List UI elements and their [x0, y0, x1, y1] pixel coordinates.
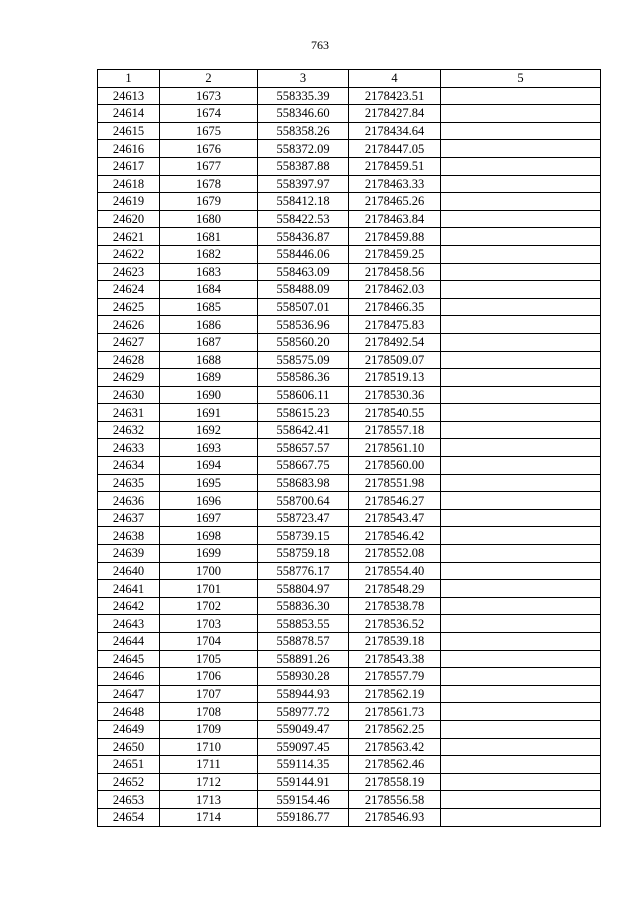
coordinates-table — [97, 69, 601, 827]
table-row — [98, 650, 601, 668]
table-cell-col-4: 2178459.51 — [349, 157, 441, 175]
column-header-2: 2 — [160, 70, 258, 88]
table-cell-col-3: 558372.09 — [258, 140, 349, 158]
table-cell-col-1: 24651 — [98, 756, 160, 774]
table-cell-col-4: 2178463.33 — [349, 175, 441, 193]
table-cell-col-5 — [441, 562, 601, 580]
table-cell-col-4: 2178466.35 — [349, 298, 441, 316]
table-row — [98, 87, 601, 105]
table-cell-col-3: 558422.53 — [258, 210, 349, 228]
table-row — [98, 773, 601, 791]
table-cell-col-2: 1684 — [160, 281, 258, 299]
table-cell-col-3: 558683.98 — [258, 474, 349, 492]
table-cell-col-5 — [441, 228, 601, 246]
table-body — [98, 87, 601, 826]
table-cell-col-5 — [441, 333, 601, 351]
table-cell-col-4: 2178462.03 — [349, 281, 441, 299]
table-cell-col-2: 1699 — [160, 545, 258, 563]
table-cell-col-2: 1681 — [160, 228, 258, 246]
table-cell-col-1: 24631 — [98, 404, 160, 422]
table-cell-col-3: 559154.46 — [258, 791, 349, 809]
table-row — [98, 756, 601, 774]
table-row — [98, 668, 601, 686]
table-cell-col-3: 558586.36 — [258, 369, 349, 387]
table-cell-col-4: 2178543.38 — [349, 650, 441, 668]
table-cell-col-3: 558358.26 — [258, 122, 349, 140]
table-cell-col-3: 558836.30 — [258, 597, 349, 615]
column-header-5: 5 — [441, 70, 601, 88]
table-cell-col-5 — [441, 808, 601, 826]
table-row — [98, 474, 601, 492]
table-cell-col-2: 1697 — [160, 509, 258, 527]
table-cell-col-5 — [441, 615, 601, 633]
table-cell-col-4: 2178562.25 — [349, 720, 441, 738]
table-cell-col-1: 24632 — [98, 421, 160, 439]
table-row — [98, 369, 601, 387]
table-cell-col-2: 1712 — [160, 773, 258, 791]
table-cell-col-2: 1686 — [160, 316, 258, 334]
table-cell-col-5 — [441, 122, 601, 140]
table-cell-col-5 — [441, 193, 601, 211]
table-row — [98, 263, 601, 281]
table-cell-col-5 — [441, 298, 601, 316]
table-row — [98, 175, 601, 193]
table-cell-col-1: 24614 — [98, 105, 160, 123]
table-cell-col-3: 558488.09 — [258, 281, 349, 299]
table-cell-col-1: 24652 — [98, 773, 160, 791]
table-row — [98, 122, 601, 140]
table-cell-col-1: 24625 — [98, 298, 160, 316]
table-cell-col-2: 1688 — [160, 351, 258, 369]
table-cell-col-2: 1711 — [160, 756, 258, 774]
table-cell-col-1: 24649 — [98, 720, 160, 738]
table-cell-col-4: 2178557.18 — [349, 421, 441, 439]
table-cell-col-2: 1676 — [160, 140, 258, 158]
table-cell-col-4: 2178458.56 — [349, 263, 441, 281]
table-cell-col-4: 2178447.05 — [349, 140, 441, 158]
table-cell-col-5 — [441, 527, 601, 545]
table-cell-col-3: 559049.47 — [258, 720, 349, 738]
table-cell-col-3: 558412.18 — [258, 193, 349, 211]
table-cell-col-4: 2178562.46 — [349, 756, 441, 774]
table-cell-col-5 — [441, 175, 601, 193]
table-cell-col-3: 558615.23 — [258, 404, 349, 422]
table-cell-col-1: 24616 — [98, 140, 160, 158]
table-cell-col-4: 2178536.52 — [349, 615, 441, 633]
table-cell-col-1: 24630 — [98, 386, 160, 404]
table-row — [98, 492, 601, 510]
table-cell-col-1: 24629 — [98, 369, 160, 387]
table-cell-col-5 — [441, 668, 601, 686]
table-cell-col-3: 558606.11 — [258, 386, 349, 404]
table-row — [98, 509, 601, 527]
table-cell-col-3: 558930.28 — [258, 668, 349, 686]
table-row — [98, 298, 601, 316]
table-cell-col-2: 1700 — [160, 562, 258, 580]
table-cell-col-4: 2178557.79 — [349, 668, 441, 686]
table-cell-col-5 — [441, 105, 601, 123]
table-cell-col-5 — [441, 492, 601, 510]
table-cell-col-2: 1692 — [160, 421, 258, 439]
table-cell-col-4: 2178548.29 — [349, 580, 441, 598]
table-cell-col-1: 24654 — [98, 808, 160, 826]
table-cell-col-5 — [441, 720, 601, 738]
table-row — [98, 633, 601, 651]
table-row — [98, 333, 601, 351]
table-cell-col-4: 2178539.18 — [349, 633, 441, 651]
table-row — [98, 808, 601, 826]
table-row — [98, 580, 601, 598]
table-cell-col-5 — [441, 738, 601, 756]
table-cell-col-1: 24643 — [98, 615, 160, 633]
table-cell-col-2: 1708 — [160, 703, 258, 721]
table-cell-col-4: 2178459.25 — [349, 245, 441, 263]
table-cell-col-2: 1674 — [160, 105, 258, 123]
table-row — [98, 316, 601, 334]
table-cell-col-1: 24636 — [98, 492, 160, 510]
table-cell-col-2: 1677 — [160, 157, 258, 175]
table-cell-col-5 — [441, 509, 601, 527]
table-cell-col-1: 24648 — [98, 703, 160, 721]
table-row — [98, 791, 601, 809]
table-row — [98, 685, 601, 703]
table-cell-col-1: 24635 — [98, 474, 160, 492]
table-cell-col-2: 1706 — [160, 668, 258, 686]
table-cell-col-3: 558387.88 — [258, 157, 349, 175]
table-cell-col-3: 559186.77 — [258, 808, 349, 826]
table-cell-col-5 — [441, 140, 601, 158]
table-cell-col-1: 24622 — [98, 245, 160, 263]
table-cell-col-2: 1702 — [160, 597, 258, 615]
table-cell-col-3: 558723.47 — [258, 509, 349, 527]
table-cell-col-5 — [441, 386, 601, 404]
table-row — [98, 404, 601, 422]
table-cell-col-4: 2178434.64 — [349, 122, 441, 140]
table-cell-col-3: 558446.06 — [258, 245, 349, 263]
column-header-4: 4 — [349, 70, 441, 88]
table-cell-col-2: 1693 — [160, 439, 258, 457]
table-row — [98, 245, 601, 263]
table-cell-col-4: 2178551.98 — [349, 474, 441, 492]
table-cell-col-1: 24618 — [98, 175, 160, 193]
table-cell-col-2: 1704 — [160, 633, 258, 651]
table-cell-col-3: 558804.97 — [258, 580, 349, 598]
table-cell-col-3: 559097.45 — [258, 738, 349, 756]
table-cell-col-1: 24615 — [98, 122, 160, 140]
table-cell-col-5 — [441, 439, 601, 457]
table-cell-col-5 — [441, 791, 601, 809]
table-cell-col-5 — [441, 580, 601, 598]
table-cell-col-5 — [441, 545, 601, 563]
table-cell-col-1: 24645 — [98, 650, 160, 668]
table-row — [98, 545, 601, 563]
table-cell-col-3: 558335.39 — [258, 87, 349, 105]
table-cell-col-2: 1679 — [160, 193, 258, 211]
table-row — [98, 457, 601, 475]
table-cell-col-3: 558977.72 — [258, 703, 349, 721]
table-cell-col-1: 24620 — [98, 210, 160, 228]
table-cell-col-2: 1683 — [160, 263, 258, 281]
table-cell-col-4: 2178530.36 — [349, 386, 441, 404]
table-cell-col-4: 2178558.19 — [349, 773, 441, 791]
table-cell-col-1: 24613 — [98, 87, 160, 105]
table-cell-col-2: 1710 — [160, 738, 258, 756]
table-cell-col-1: 24627 — [98, 333, 160, 351]
table-cell-col-3: 558346.60 — [258, 105, 349, 123]
table-cell-col-2: 1680 — [160, 210, 258, 228]
table-cell-col-1: 24619 — [98, 193, 160, 211]
table-cell-col-1: 24646 — [98, 668, 160, 686]
table-cell-col-1: 24644 — [98, 633, 160, 651]
table-cell-col-5 — [441, 263, 601, 281]
table-cell-col-5 — [441, 703, 601, 721]
table-row — [98, 439, 601, 457]
table-cell-col-2: 1695 — [160, 474, 258, 492]
table-cell-col-3: 558560.20 — [258, 333, 349, 351]
table-row — [98, 140, 601, 158]
table-cell-col-1: 24638 — [98, 527, 160, 545]
table-cell-col-3: 558878.57 — [258, 633, 349, 651]
table-cell-col-2: 1691 — [160, 404, 258, 422]
table-cell-col-3: 558667.75 — [258, 457, 349, 475]
table-cell-col-3: 558700.64 — [258, 492, 349, 510]
table-cell-col-3: 558536.96 — [258, 316, 349, 334]
table-cell-col-2: 1698 — [160, 527, 258, 545]
table-cell-col-2: 1689 — [160, 369, 258, 387]
table-cell-col-5 — [441, 245, 601, 263]
page-number: 763 — [311, 38, 329, 52]
table-cell-col-3: 558944.93 — [258, 685, 349, 703]
table-cell-col-4: 2178427.84 — [349, 105, 441, 123]
table-cell-col-1: 24642 — [98, 597, 160, 615]
table-cell-col-2: 1675 — [160, 122, 258, 140]
table-cell-col-1: 24624 — [98, 281, 160, 299]
table-cell-col-3: 558853.55 — [258, 615, 349, 633]
table-cell-col-3: 559144.91 — [258, 773, 349, 791]
table-cell-col-4: 2178546.93 — [349, 808, 441, 826]
table-cell-col-4: 2178561.10 — [349, 439, 441, 457]
table-cell-col-3: 558507.01 — [258, 298, 349, 316]
table-cell-col-5 — [441, 369, 601, 387]
table-cell-col-5 — [441, 633, 601, 651]
table-cell-col-1: 24623 — [98, 263, 160, 281]
table-cell-col-4: 2178459.88 — [349, 228, 441, 246]
table-row — [98, 527, 601, 545]
table-cell-col-5 — [441, 685, 601, 703]
table-cell-col-3: 558436.87 — [258, 228, 349, 246]
table-row — [98, 105, 601, 123]
table-row — [98, 720, 601, 738]
table-cell-col-2: 1682 — [160, 245, 258, 263]
table-cell-col-4: 2178556.58 — [349, 791, 441, 809]
table-cell-col-3: 558575.09 — [258, 351, 349, 369]
table-cell-col-2: 1687 — [160, 333, 258, 351]
table-cell-col-5 — [441, 210, 601, 228]
table-cell-col-5 — [441, 756, 601, 774]
table-cell-col-5 — [441, 404, 601, 422]
table-cell-col-2: 1673 — [160, 87, 258, 105]
table-row — [98, 157, 601, 175]
table-cell-col-1: 24621 — [98, 228, 160, 246]
column-header-3: 3 — [258, 70, 349, 88]
table-row — [98, 597, 601, 615]
column-header-1: 1 — [98, 70, 160, 88]
table-row — [98, 562, 601, 580]
table-row — [98, 193, 601, 211]
table-cell-col-2: 1690 — [160, 386, 258, 404]
table-cell-col-2: 1714 — [160, 808, 258, 826]
table-cell-col-1: 24639 — [98, 545, 160, 563]
table-cell-col-3: 558776.17 — [258, 562, 349, 580]
table-row — [98, 738, 601, 756]
table-cell-col-1: 24634 — [98, 457, 160, 475]
table-cell-col-4: 2178546.27 — [349, 492, 441, 510]
table-cell-col-3: 558642.41 — [258, 421, 349, 439]
table-cell-col-3: 558759.18 — [258, 545, 349, 563]
table-cell-col-1: 24637 — [98, 509, 160, 527]
table-cell-col-5 — [441, 157, 601, 175]
table-cell-col-1: 24633 — [98, 439, 160, 457]
table-cell-col-4: 2178543.47 — [349, 509, 441, 527]
table-row — [98, 351, 601, 369]
table-cell-col-4: 2178509.07 — [349, 351, 441, 369]
table-row — [98, 281, 601, 299]
table-cell-col-1: 24640 — [98, 562, 160, 580]
table-row — [98, 615, 601, 633]
table-cell-col-5 — [441, 281, 601, 299]
table-cell-col-5 — [441, 773, 601, 791]
table-cell-col-1: 24647 — [98, 685, 160, 703]
table-cell-col-2: 1678 — [160, 175, 258, 193]
table-cell-col-2: 1685 — [160, 298, 258, 316]
table-cell-col-3: 558463.09 — [258, 263, 349, 281]
table-cell-col-4: 2178563.42 — [349, 738, 441, 756]
table-cell-col-5 — [441, 87, 601, 105]
table-cell-col-4: 2178519.13 — [349, 369, 441, 387]
table-cell-col-4: 2178465.26 — [349, 193, 441, 211]
table-cell-col-1: 24641 — [98, 580, 160, 598]
table-cell-col-1: 24650 — [98, 738, 160, 756]
table-cell-col-2: 1713 — [160, 791, 258, 809]
table-row — [98, 210, 601, 228]
table-header-row — [98, 70, 601, 88]
table-cell-col-3: 558891.26 — [258, 650, 349, 668]
table-cell-col-4: 2178561.73 — [349, 703, 441, 721]
table-cell-col-5 — [441, 597, 601, 615]
table-cell-col-4: 2178546.42 — [349, 527, 441, 545]
table-row — [98, 703, 601, 721]
table-cell-col-2: 1696 — [160, 492, 258, 510]
table-cell-col-1: 24653 — [98, 791, 160, 809]
table-cell-col-4: 2178538.78 — [349, 597, 441, 615]
table-cell-col-5 — [441, 650, 601, 668]
table-cell-col-5 — [441, 421, 601, 439]
table-row — [98, 386, 601, 404]
table-cell-col-4: 2178423.51 — [349, 87, 441, 105]
table-cell-col-2: 1694 — [160, 457, 258, 475]
table-cell-col-3: 558657.57 — [258, 439, 349, 457]
table-cell-col-4: 2178540.55 — [349, 404, 441, 422]
table-cell-col-2: 1705 — [160, 650, 258, 668]
table-cell-col-4: 2178554.40 — [349, 562, 441, 580]
table-cell-col-4: 2178463.84 — [349, 210, 441, 228]
table-cell-col-4: 2178552.08 — [349, 545, 441, 563]
table-cell-col-1: 24628 — [98, 351, 160, 369]
table-row — [98, 421, 601, 439]
table-cell-col-1: 24626 — [98, 316, 160, 334]
table-cell-col-4: 2178475.83 — [349, 316, 441, 334]
table-cell-col-1: 24617 — [98, 157, 160, 175]
table-cell-col-4: 2178560.00 — [349, 457, 441, 475]
table-cell-col-3: 558739.15 — [258, 527, 349, 545]
table-cell-col-2: 1709 — [160, 720, 258, 738]
table-cell-col-2: 1707 — [160, 685, 258, 703]
table-row — [98, 228, 601, 246]
table-cell-col-3: 558397.97 — [258, 175, 349, 193]
table-cell-col-5 — [441, 474, 601, 492]
table-cell-col-3: 559114.35 — [258, 756, 349, 774]
table-cell-col-2: 1701 — [160, 580, 258, 598]
table-cell-col-4: 2178492.54 — [349, 333, 441, 351]
table-cell-col-2: 1703 — [160, 615, 258, 633]
table-cell-col-5 — [441, 316, 601, 334]
table-cell-col-4: 2178562.19 — [349, 685, 441, 703]
table-cell-col-5 — [441, 457, 601, 475]
table-cell-col-5 — [441, 351, 601, 369]
